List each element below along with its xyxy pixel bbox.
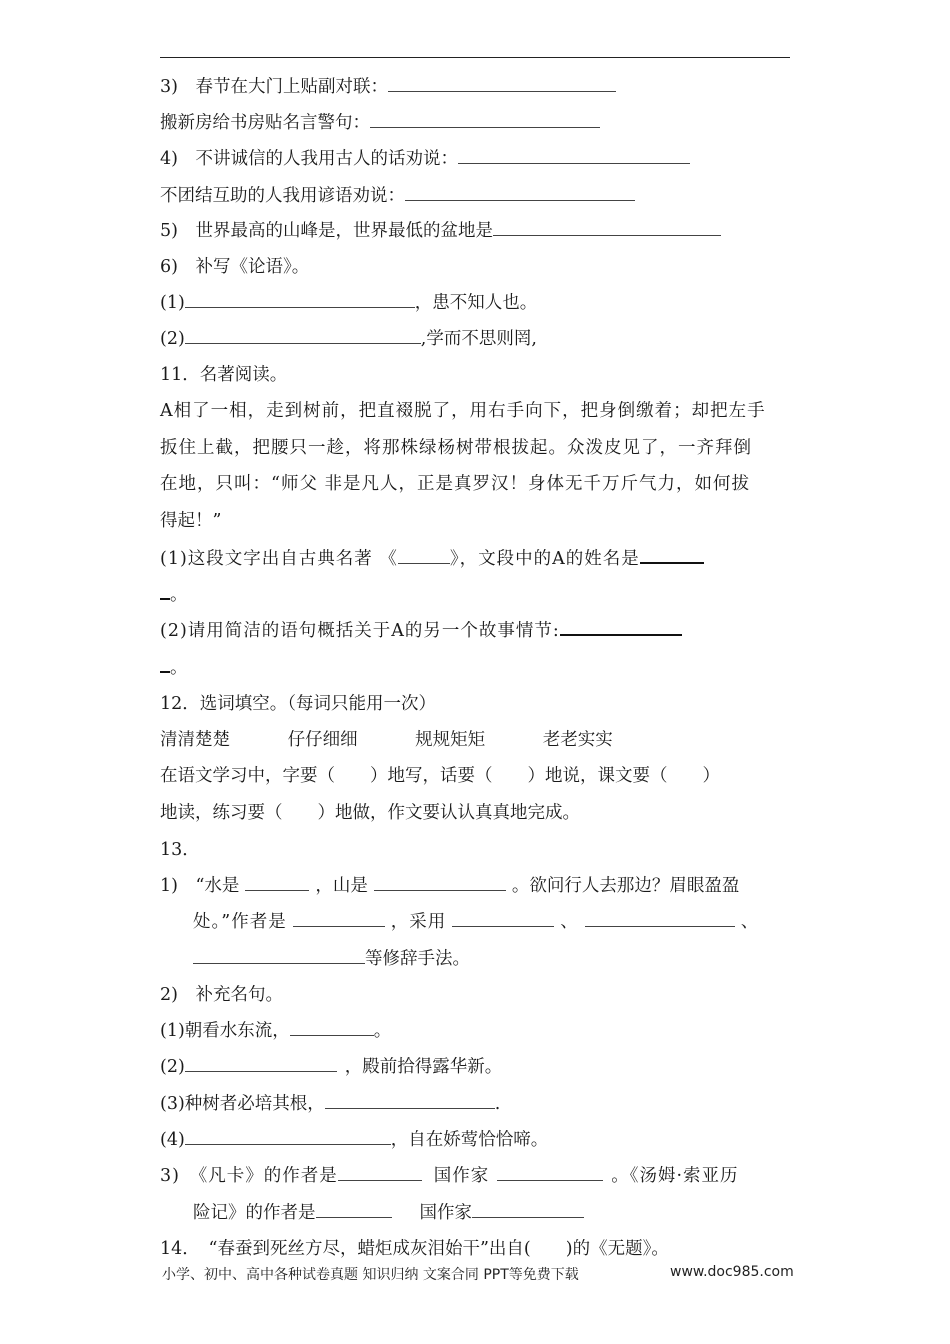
- q4-unity: 不团结互助的人我用谚语劝说：: [160, 183, 635, 209]
- q3-motto: 搬新房给书房贴名言警句：: [160, 110, 600, 136]
- footer-text: 小学、初中、高中各种试卷真题 知识归纳 文案合同 PPT等免费下载: [162, 1267, 579, 1283]
- answer-blank[interactable]: [160, 582, 170, 600]
- answer-blank[interactable]: [185, 1128, 391, 1145]
- answer-blank[interactable]: [493, 219, 721, 236]
- answer-blank[interactable]: [290, 1019, 374, 1036]
- answer-blank[interactable]: [388, 75, 616, 92]
- q6-item-2: (2) ,学而不思则罔,: [160, 329, 537, 349]
- q13-1-line-1: 1) “水是 ，山是 。欲问行人去那边？眉眼盈盈: [160, 876, 740, 896]
- q13-3-line-2: 险记》的作者是 国作家: [193, 1200, 584, 1226]
- q6-lunyu: 6) 补写《论语》。: [160, 257, 310, 277]
- answer-blank[interactable]: [316, 1201, 392, 1218]
- header-rule: [160, 57, 790, 58]
- q4-honesty: 4) 不讲诚信的人我用古人的话劝说：: [160, 146, 690, 172]
- q11-sub-2-end: 。: [160, 655, 188, 681]
- q13-1-line-3: 等修辞手法。: [193, 946, 470, 972]
- q11-sub-2: (2)请用简洁的语句概括关于A的另一个故事情节:: [160, 618, 682, 644]
- q13-1-line-2: 处。”作者是 ，采用 、 、: [193, 912, 760, 932]
- q5-mountain: 5) 世界最高的山峰是，世界最低的盆地是: [160, 218, 721, 244]
- answer-blank[interactable]: [185, 1055, 337, 1072]
- q13-2-item-1: (1)朝看水东流， 。: [160, 1021, 392, 1041]
- q11-passage-2: 扳住上截，把腰只一趁，将那株绿杨树带根拔起。众泼皮见了，一齐拜倒: [160, 438, 752, 458]
- q12-sentence-1: 在语文学习中，字要（ ）地写，话要（ ）地说，课文要（ ）: [160, 766, 720, 786]
- footer: [162, 1264, 794, 1284]
- q13-2-item-4: (4) ，自在娇莺恰恰啼。: [160, 1130, 549, 1150]
- q6-item-1: (1) ，患不知人也。: [160, 293, 538, 313]
- answer-blank[interactable]: [452, 910, 554, 927]
- answer-blank[interactable]: [374, 874, 506, 891]
- q11-sub-1: (1)这段文字出自古典名著 《 》，文段中的A的姓名是: [160, 546, 704, 572]
- answer-blank[interactable]: [160, 655, 170, 673]
- answer-blank[interactable]: [338, 1164, 422, 1181]
- answer-blank[interactable]: [560, 618, 682, 636]
- answer-blank[interactable]: [497, 1164, 603, 1181]
- answer-blank[interactable]: [640, 546, 704, 564]
- answer-blank[interactable]: [193, 947, 365, 964]
- word-option: 清清楚楚: [160, 730, 230, 750]
- answer-blank[interactable]: [458, 147, 690, 164]
- answer-blank[interactable]: [398, 547, 450, 564]
- answer-blank[interactable]: [405, 184, 635, 201]
- answer-blank[interactable]: [370, 111, 600, 128]
- q14: 14． “春蚕到死丝方尽，蜡炬成灰泪始干”出自( )的《无题》。: [160, 1239, 669, 1259]
- q12-title: 12．选词填空。（每词只能用一次）: [160, 694, 437, 714]
- answer-blank[interactable]: [185, 327, 421, 344]
- word-option: 规规矩矩: [415, 730, 486, 750]
- answer-blank[interactable]: [472, 1201, 584, 1218]
- footer-site-link[interactable]: www.doc985.com: [670, 1264, 794, 1280]
- answer-blank[interactable]: [325, 1092, 495, 1109]
- q13-3-line-1: 3) 《凡卡》的作者是 国作家 。《汤姆·索亚历: [160, 1166, 739, 1186]
- q11-passage-1: A相了一相，走到树前，把直裰脱了，用右手向下，把身倒缴着；却把左手: [160, 401, 766, 421]
- word-option: 仔仔细细: [287, 730, 358, 750]
- q13-2-item-2: (2) ，殿前拾得露华新。: [160, 1057, 503, 1077]
- answer-blank[interactable]: [185, 291, 415, 308]
- answer-blank[interactable]: [293, 910, 385, 927]
- word-option: 老老实实: [542, 730, 613, 750]
- q11-passage-3: 在地，只叫：“师父 非是凡人，正是真罗汉！身体无千万斤气力，如何拔: [160, 474, 751, 494]
- q3-couplet: 3) 春节在大门上贴副对联：: [160, 74, 616, 100]
- answer-blank[interactable]: [245, 874, 309, 891]
- q11-passage-4: 得起！”: [160, 511, 222, 531]
- q13-2-title: 2) 补充名句。: [160, 985, 283, 1005]
- q11-sub-1-end: 。: [160, 582, 188, 608]
- q11-title: 11．名著阅读。: [160, 365, 288, 385]
- q13-2-item-3: (3)种树者必培其根， .: [160, 1094, 501, 1114]
- q13-title: 13．: [160, 840, 200, 860]
- q12-sentence-2: 地读，练习要（ ）地做，作文要认认真真地完成。: [160, 803, 580, 823]
- q12-word-bank: [160, 727, 665, 753]
- answer-blank[interactable]: [585, 910, 735, 927]
